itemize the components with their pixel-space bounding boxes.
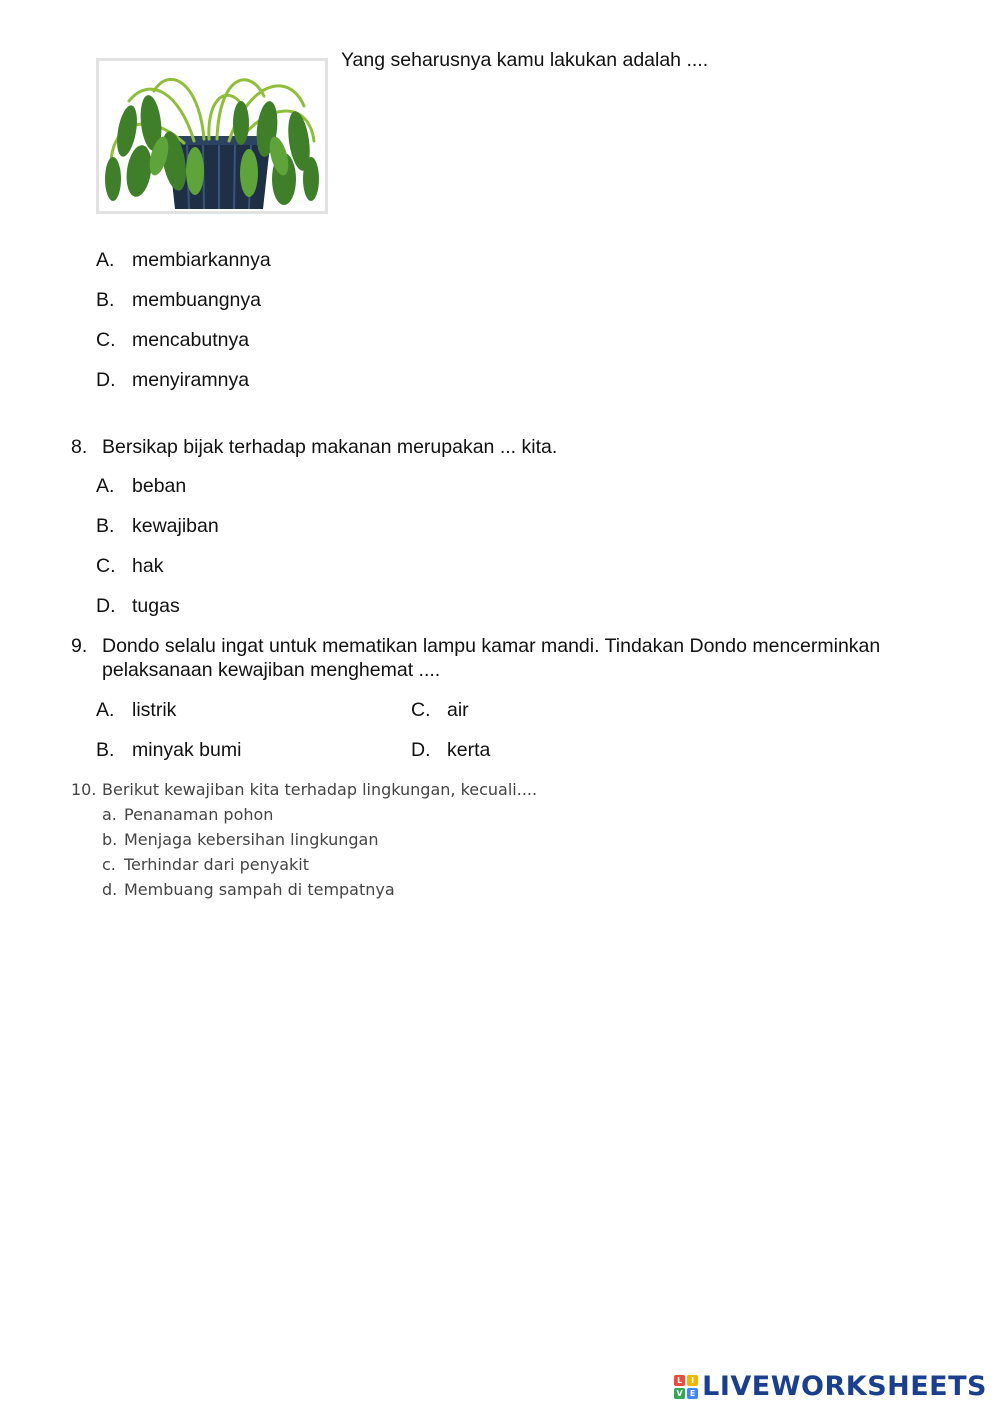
wilted-plant-image [96, 58, 328, 214]
q10-option-b[interactable] [71, 827, 537, 852]
q7-prompt: Yang seharusnya kamu lakukan adalah .... [341, 49, 709, 71]
option-letter: D. [96, 595, 116, 617]
option-letter: B. [96, 289, 115, 311]
option-text: Membuang sampah di tempatnya [124, 880, 395, 899]
q10-option-c[interactable] [71, 852, 537, 877]
logo-text: LIVEWORKSHEETS [702, 1371, 987, 1402]
q9-prompt-line1: Dondo selalu ingat untuk mematikan lampu kamar mandi. Tindakan Dondo mencerminkan [102, 635, 881, 657]
option-letter: A. [96, 249, 115, 271]
option-letter: d. [102, 880, 118, 899]
logo-block: E [687, 1388, 698, 1399]
q9-prompt [71, 634, 880, 682]
option-text: membuangnya [132, 289, 261, 311]
q9-prompt-line2: pelaksanaan kewajiban menghemat .... [102, 659, 441, 681]
option-text: kewajiban [132, 515, 219, 537]
option-text: Menjaga kebersihan lingkungan [124, 830, 379, 849]
q10-prompt-text: Berikut kewajiban kita terhadap lingkungan, kecuali.... [102, 780, 538, 799]
q8-number: 8. [71, 436, 88, 458]
option-letter: D. [96, 369, 116, 391]
q8-option-c[interactable] [96, 554, 163, 578]
option-letter: b. [102, 830, 118, 849]
q8-option-d[interactable] [96, 594, 180, 618]
option-letter: c. [102, 855, 116, 874]
q10-option-a[interactable] [71, 802, 537, 827]
q7-option-c[interactable] [96, 328, 249, 352]
q8-prompt-text: Bersikap bijak terhadap makanan merupakan ... kita. [102, 436, 558, 458]
q9-option-a[interactable] [96, 698, 176, 722]
q7-option-b[interactable] [96, 288, 261, 312]
option-letter: A. [96, 475, 115, 497]
option-text: Terhindar dari penyakit [124, 855, 310, 874]
option-letter: D. [411, 739, 431, 761]
liveworksheets-logo [674, 1371, 987, 1402]
q9-number: 9. [71, 635, 88, 657]
q10-option-d[interactable] [71, 877, 537, 902]
q7-option-a[interactable] [96, 248, 271, 272]
wilted-plant-illustration [99, 61, 325, 211]
logo-icon [674, 1375, 698, 1399]
option-letter: a. [102, 805, 117, 824]
option-text: air [447, 699, 469, 721]
option-text: minyak bumi [132, 739, 242, 761]
option-letter: C. [96, 329, 116, 351]
option-letter: B. [96, 739, 115, 761]
q10-prompt [71, 777, 537, 802]
q8-prompt [71, 435, 557, 459]
q10-block [71, 777, 537, 902]
option-text: Penanaman pohon [124, 805, 274, 824]
option-text: beban [132, 475, 187, 497]
option-text: listrik [132, 699, 177, 721]
option-text: mencabutnya [132, 329, 250, 351]
option-text: tugas [132, 595, 180, 617]
option-letter: A. [96, 699, 115, 721]
option-text: kerta [447, 739, 491, 761]
option-text: menyiramnya [132, 369, 250, 391]
q8-option-a[interactable] [96, 474, 186, 498]
logo-block: V [674, 1388, 685, 1399]
q9-option-d[interactable] [411, 738, 490, 762]
option-letter: C. [411, 699, 431, 721]
q8-option-b[interactable] [96, 514, 219, 538]
logo-block: L [674, 1375, 685, 1386]
q9-option-b[interactable] [96, 738, 241, 762]
q9-option-c[interactable] [411, 698, 469, 722]
q7-option-d[interactable] [96, 368, 249, 392]
option-letter: C. [96, 555, 116, 577]
option-text: membiarkannya [132, 249, 271, 271]
option-letter: B. [96, 515, 115, 537]
logo-block: I [687, 1375, 698, 1386]
option-text: hak [132, 555, 164, 577]
q10-number: 10. [71, 780, 97, 799]
